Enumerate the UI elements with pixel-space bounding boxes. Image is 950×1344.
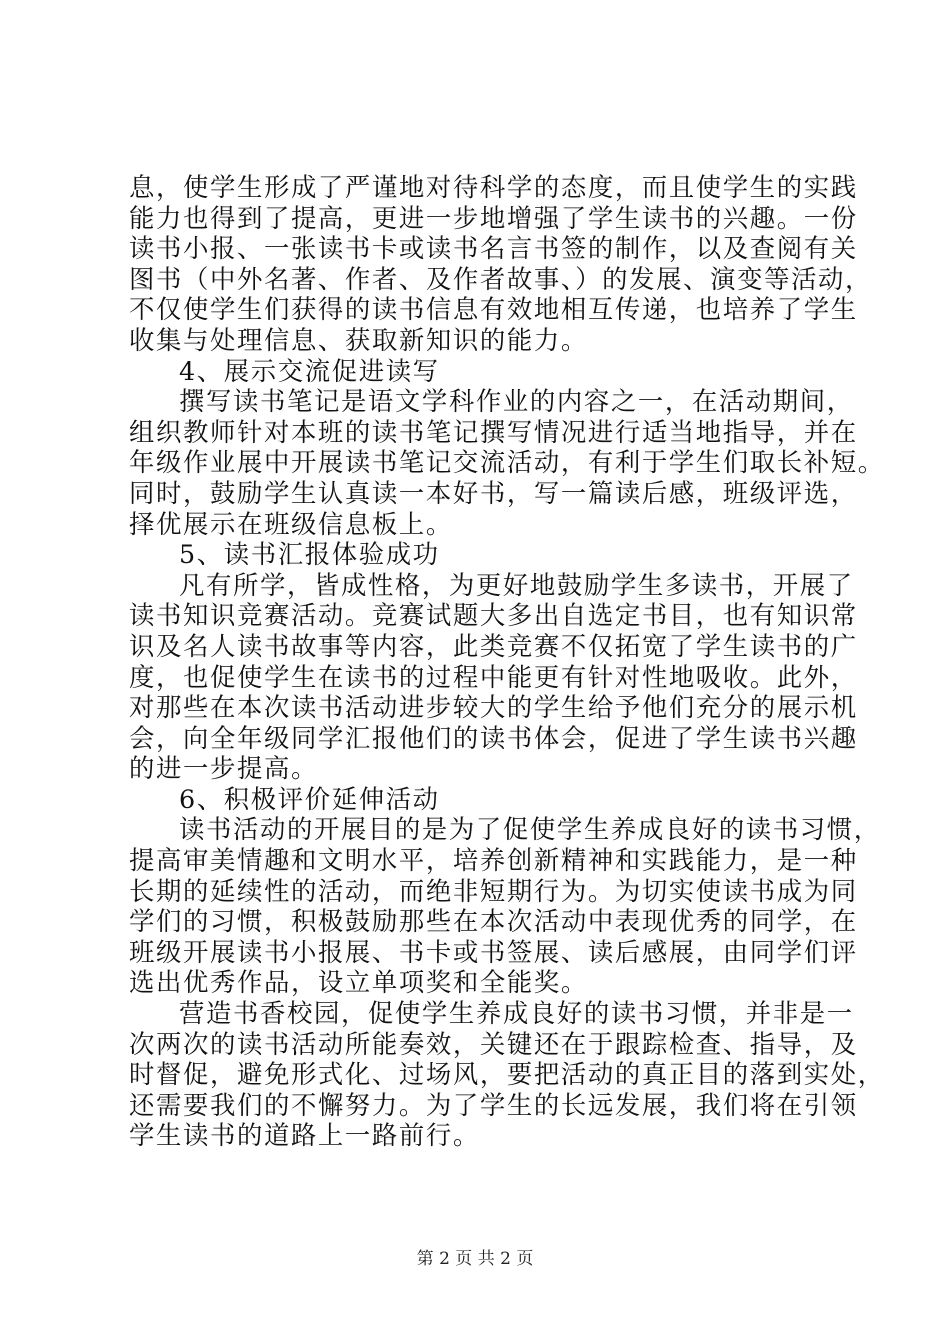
text-line: 营造书香校园，促使学生养成良好的读书习惯，并非是一 bbox=[179, 998, 854, 1029]
text-line: 读书活动的开展目的是为了促使学生养成良好的读书习惯， bbox=[179, 814, 881, 845]
text-line: 学生读书的道路上一路前行。 bbox=[129, 1120, 480, 1151]
text-line: 会，向全年级同学汇报他们的读书体会，促进了学生读书兴趣 bbox=[129, 722, 858, 753]
text-line: 班级开展读书小报展、书卡或书签展、读后感展，由同学们评 bbox=[129, 936, 858, 967]
text-line: 次两次的读书活动所能奏效，关键还在于跟踪检查、指导，及 bbox=[129, 1028, 858, 1059]
text-line: 读书小报、一张读书卡或读书名言书签的制作，以及查阅有关 bbox=[129, 233, 858, 264]
text-line: 图书（中外名著、作者、及作者故事、）的发展、演变等活动， bbox=[129, 263, 873, 294]
section-heading: 4、展示交流促进读写 bbox=[179, 355, 440, 386]
text-line: 读书知识竞赛活动。竞赛试题大多出自选定书目，也有知识常 bbox=[129, 600, 858, 631]
section-heading: 6、积极评价延伸活动 bbox=[179, 783, 440, 814]
document-body bbox=[129, 172, 885, 1151]
text-line: 学们的习惯，积极鼓励那些在本次活动中表现优秀的同学，在 bbox=[129, 906, 858, 937]
text-line: 提高审美情趣和文明水平，培养创新精神和实践能力，是一种 bbox=[129, 845, 858, 876]
text-line: 凡有所学，皆成性格，为更好地鼓励学生多读书，开展了 bbox=[179, 569, 854, 600]
text-line: 度，也促使学生在读书的过程中能更有针对性地吸收。此外， bbox=[129, 661, 858, 692]
text-line: 长期的延续性的活动，而绝非短期行为。为切实使读书成为同 bbox=[129, 875, 858, 906]
text-line: 组织教师针对本班的读书笔记撰写情况进行适当地指导，并在 bbox=[129, 416, 858, 447]
text-line: 年级作业展中开展读书笔记交流活动，有利于学生们取长补短。 bbox=[129, 447, 885, 478]
text-line: 时督促，避免形式化、过场风，要把活动的真正目的落到实处， bbox=[129, 1059, 885, 1090]
text-line: 选出优秀作品，设立单项奖和全能奖。 bbox=[129, 967, 588, 998]
text-line: 息，使学生形成了严谨地对待科学的态度，而且使学生的实践 bbox=[129, 172, 858, 202]
section-heading: 5、读书汇报体验成功 bbox=[179, 539, 440, 570]
text-line: 能力也得到了提高，更进一步地增强了学生读书的兴趣。一份 bbox=[129, 202, 858, 233]
text-line: 不仅使学生们获得的读书信息有效地相互传递，也培养了学生 bbox=[129, 294, 858, 325]
text-line: 撰写读书笔记是语文学科作业的内容之一，在活动期间， bbox=[179, 386, 854, 417]
text-line: 收集与处理信息、获取新知识的能力。 bbox=[129, 324, 588, 355]
text-line: 的进一步提高。 bbox=[129, 753, 318, 784]
text-line: 对那些在本次读书活动进步较大的学生给予他们充分的展示机 bbox=[129, 692, 858, 723]
text-line: 同时，鼓励学生认真读一本好书，写一篇读后感，班级评选， bbox=[129, 477, 858, 508]
text-line: 还需要我们的不懈努力。为了学生的长远发展，我们将在引领 bbox=[129, 1089, 858, 1120]
text-line: 择优展示在班级信息板上。 bbox=[129, 508, 453, 539]
page-footer: 第 2 页 共 2 页 bbox=[416, 1249, 534, 1269]
text-line: 识及名人读书故事等内容，此类竞赛不仅拓宽了学生读书的广 bbox=[129, 630, 858, 661]
